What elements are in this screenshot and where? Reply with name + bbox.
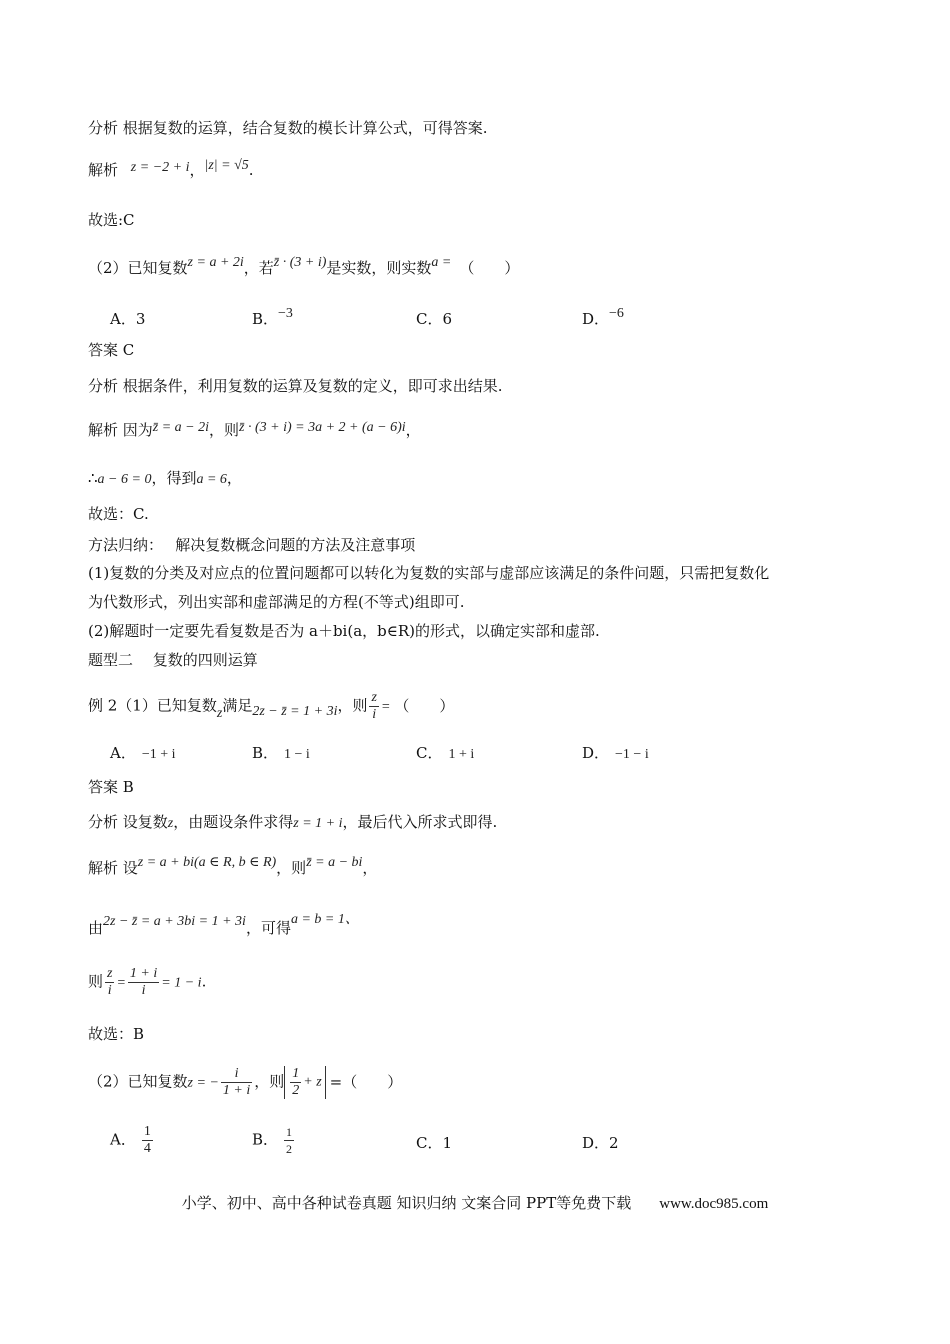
solution-line-1: [88, 160, 254, 182]
ex2-option-d-label: D．: [582, 744, 610, 762]
ex2-equals: =: [380, 699, 391, 715]
period: .: [248, 161, 254, 179]
ex2-text-a: 例 2（1）已知复数: [88, 696, 217, 715]
section-heading-type-2: 题型二 复数的四则运算: [88, 651, 258, 669]
ex2-math-z: z: [216, 705, 223, 721]
analysis-line-2: 分析 根据条件，利用复数的运算及复数的定义，即可求出结果.: [88, 377, 503, 395]
answer-1: 答案 C: [88, 341, 135, 359]
q2-math-a: a =: [431, 255, 452, 270]
math-z-value: z = −2 + i: [130, 160, 190, 175]
q22-option-b-label: B．: [252, 1130, 279, 1149]
result-equals: =: [116, 975, 126, 991]
derive-text-b: ，可得: [245, 919, 291, 937]
example-2-question: [88, 690, 454, 723]
result-frac-1-den: i: [107, 983, 112, 998]
q22-option-c: C．1: [416, 1134, 453, 1152]
ana2-text-a: 分析 设复数: [88, 813, 168, 831]
option-b-value: −3: [278, 306, 293, 321]
q22-abs-fraction: [290, 1066, 301, 1099]
therefore-math-1: a − 6 = 0: [97, 472, 152, 487]
result-frac-1: [105, 966, 114, 999]
solution-label: 解析: [88, 161, 119, 179]
math-modulus: |z| = √5: [204, 158, 249, 173]
option-d-value: −6: [609, 306, 624, 321]
q22-frac-num: i: [221, 1066, 252, 1083]
therefore-line: [88, 468, 242, 490]
ex2-text-b: 满足: [222, 696, 253, 715]
therefore-math-2: a = 6: [196, 472, 227, 487]
solution-line-2: [88, 420, 421, 442]
option-d-label: D．: [582, 310, 610, 328]
ex2-fraction: [369, 690, 378, 723]
q2-math-z: z = a + 2i: [187, 255, 244, 270]
ex2-math-condition: 2z − z̄ = 1 + 3i: [252, 703, 338, 719]
ex2-frac-den: i: [372, 707, 377, 722]
ex2-option-a-value: −1 + i: [141, 747, 176, 762]
analysis-line-1: 分析 根据复数的运算，结合复数的模长计算公式，可得答案.: [88, 119, 488, 137]
result-text-a: 则: [88, 972, 104, 991]
ana2-text-b: ，由题设条件求得: [173, 813, 294, 831]
q22-option-d: D．2: [582, 1134, 619, 1152]
result-frac-1-num: z: [107, 966, 113, 981]
ana2-text-c: ，最后代入所求式即得.: [342, 813, 498, 831]
ex2-option-c-value: 1 + i: [448, 747, 475, 762]
q22-option-a-label: A．: [110, 1130, 136, 1149]
sol2-math-1: z = a + bi(a ∈ R, b ∈ R): [137, 855, 277, 870]
result-line: [88, 966, 206, 999]
therefore-symbol: ∴: [88, 469, 98, 487]
q22-abs-expression: [284, 1066, 325, 1099]
sol2-text-b: ，则: [276, 859, 307, 877]
method-heading: 方法归纳： 解决复数概念问题的方法及注意事项: [88, 536, 416, 554]
q22-option-b-num: 1: [286, 1125, 293, 1139]
derive-math-1: 2z − z̄ = a + 3bi = 1 + 3i: [103, 914, 246, 929]
ex2-option-b-value: 1 − i: [284, 747, 310, 762]
q22-option-a: [110, 1124, 155, 1157]
q22-text-b: ，则: [254, 1072, 285, 1091]
sol2-text-a: 解析 设: [88, 859, 138, 877]
footer-url[interactable]: www.doc985.com: [659, 1196, 769, 1212]
ex2-option-d-value: −1 − i: [615, 747, 649, 762]
q2-text-b: ，若: [243, 259, 274, 277]
ana2-math: z = 1 + i: [293, 816, 343, 831]
ex2-blank: （ ）: [394, 696, 455, 715]
option-a: A．3: [110, 310, 146, 328]
ex2-option-d: [582, 742, 649, 763]
footer-text: 小学、初中、高中各种试卷真题 知识归纳 文案合同 PPT等免费下载: [181, 1194, 632, 1212]
sol2-math-2: z̄ = a − bi: [306, 855, 363, 870]
method-point-1: (1)复数的分类及对应点的位置问题都可以转化为复数的实部与虚部应该满足的条件问题，只需把复数化: [88, 564, 770, 582]
q22-frac-den: 1 + i: [222, 1083, 251, 1098]
question-2-2-line: [88, 1066, 402, 1099]
q22-math: z = −: [187, 1075, 219, 1091]
question-2-line: [88, 255, 520, 280]
q2-math-conj: z̄ · (3 + i): [273, 255, 327, 270]
choice-line-2: 故选：C.: [88, 505, 149, 523]
derive-text-a: 由: [88, 919, 104, 937]
q22-fraction: [221, 1066, 252, 1099]
therefore-text-b: ，得到: [151, 469, 197, 487]
result-frac-2-den: i: [141, 983, 146, 998]
q22-abs-z: + z: [303, 1074, 322, 1090]
ex2-option-a-label: A．: [110, 744, 136, 762]
answer-2: 答案 B: [88, 778, 134, 796]
option-c: C．6: [416, 310, 453, 328]
option-d: [582, 308, 624, 329]
separator: ，: [189, 161, 205, 179]
q22-text-a: （2）已知复数: [88, 1072, 188, 1091]
result-period: .: [201, 972, 207, 991]
ex2-text-c: ，则: [337, 696, 368, 715]
result-value: = 1 − i: [161, 975, 202, 991]
method-point-1-cont: 为代数形式，列出实部和虚部满足的方程(不等式)组即可.: [88, 593, 465, 611]
q2-blank: （ ）: [459, 259, 520, 277]
ex2-option-b: [252, 742, 310, 763]
ex2-option-a: [110, 742, 176, 763]
analysis-line-3: [88, 812, 497, 834]
sol1-math-1: z̄ = a − 2i: [152, 420, 210, 435]
method-point-2: (2)解题时一定要先看复数是否为 a＋bi(a，b∈R)的形式，以确定实部和虚部.: [88, 622, 600, 640]
q22-blank: =（ ）: [329, 1072, 403, 1091]
q22-option-a-den: 4: [143, 1141, 151, 1156]
q22-option-a-fraction: [142, 1124, 153, 1157]
result-frac-2: [128, 966, 159, 999]
sol1-math-2: z̄ · (3 + i) = 3a + 2 + (a − 6)i: [239, 420, 406, 435]
sol2-text-c: ，: [362, 859, 378, 877]
q22-option-b-fraction: [284, 1124, 294, 1157]
sol1-text-a: 解析 因为: [88, 421, 153, 439]
ex2-option-b-label: B．: [252, 744, 279, 762]
ex2-option-c: [416, 742, 474, 763]
q22-option-b-den: 2: [286, 1142, 293, 1156]
q22-abs-num: 1: [292, 1066, 300, 1081]
q22-option-b: [252, 1124, 296, 1157]
sol1-text-b: ，则: [209, 421, 240, 439]
q22-abs-den: 2: [292, 1083, 300, 1098]
derive-line: [88, 912, 359, 940]
option-b-label: B．: [252, 310, 279, 328]
ana2-math-z: z: [167, 816, 174, 831]
option-b: [252, 308, 293, 329]
sol1-text-c: ，: [405, 421, 421, 439]
q22-option-a-num: 1: [143, 1124, 151, 1139]
ex2-frac-num: z: [371, 690, 377, 705]
result-frac-2-num: 1 + i: [129, 966, 158, 981]
solution-line-3: [88, 855, 378, 880]
derive-math-2: a = b = 1、: [290, 912, 359, 927]
q2-text-a: （2）已知复数: [88, 259, 188, 277]
q2-text-c: 是实数，则实数: [326, 259, 432, 277]
choice-line-3: 故选：B: [88, 1025, 145, 1043]
therefore-text-c: ，: [226, 469, 242, 487]
page-footer: [0, 1192, 950, 1213]
choice-line-1: 故选:C: [88, 211, 135, 229]
ex2-option-c-label: C．: [416, 744, 443, 762]
